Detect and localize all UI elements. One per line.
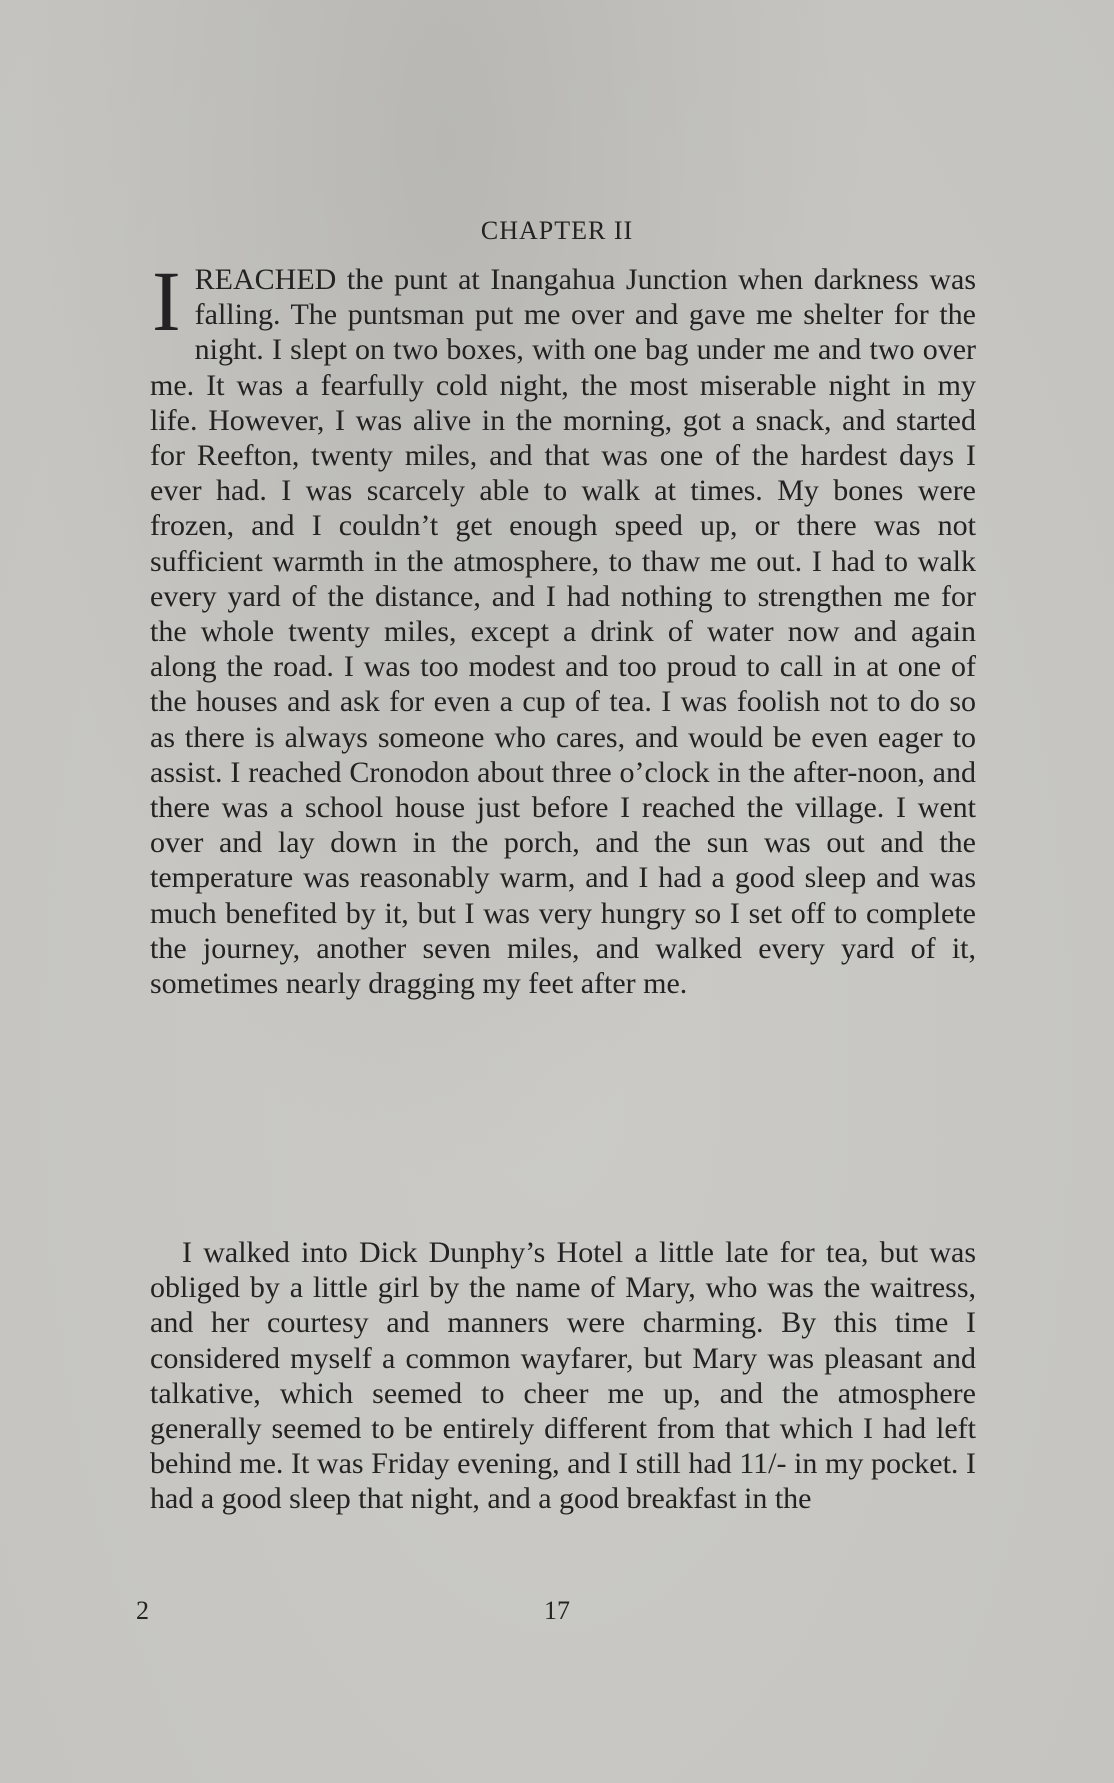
paragraph-1-text: REACHED the punt at Inangahua Junction when darkness was falling. The puntsman put me over and gave me shelter for the night. I slept on two boxes, with one bag under me and two over me. It was a fearfully cold night, the most miserable night in my life. However, I was alive in the morning, got a snack, and started for Reefton, twenty miles, and that was one of the hardest days I ever had. I was scarcely able to walk at times. My bones were frozen, and I couldn’t get enough speed up, or there was not sufficient warmth in the atmosphere, to thaw me out. I had to walk every yard of the distance, and I had nothing to strengthen me for the whole twenty miles, except a drink of water now and again along the road. I was too modest and too proud to call in at one of the houses and ask for even a cup of tea. I was foolish not to do so as there is always someone who cares, and would be even eager to assist. I reached Cronodon about three o’clock in the after-noon, and there was a school house just before I reached the village. I went over and lay down in the porch, and the sun was out and the temperature was reasonably warm, and I had a good sleep and was much benefited by it, but I was very hungry so I set off to complete the journey, another seven miles, and walked every yard of it, sometimes nearly dragging my feet after me. — [150, 263, 976, 1001]
signature-mark: 2 — [136, 1596, 149, 1625]
page-number: 17 — [544, 1596, 570, 1625]
drop-cap: I — [152, 253, 181, 349]
chapter-heading: CHAPTER II — [480, 216, 634, 245]
paragraph-1 — [150, 253, 976, 1001]
paragraph-2: I walked into Dick Dunphy’s Hotel a little late for tea, but was obliged by a little girl by the name of Mary, who was the waitress, and her courtesy and manners were charming. By this time I considered myself a common wayfarer, but Mary was pleasant and talkative, which seemed to cheer me up, and the atmosphere generally seemed to be entirely different from that which I had left behind me. It was Friday evening, and I still had 11/- in my pocket. I had a good sleep that night, and a good breakfast in the — [150, 1236, 976, 1516]
